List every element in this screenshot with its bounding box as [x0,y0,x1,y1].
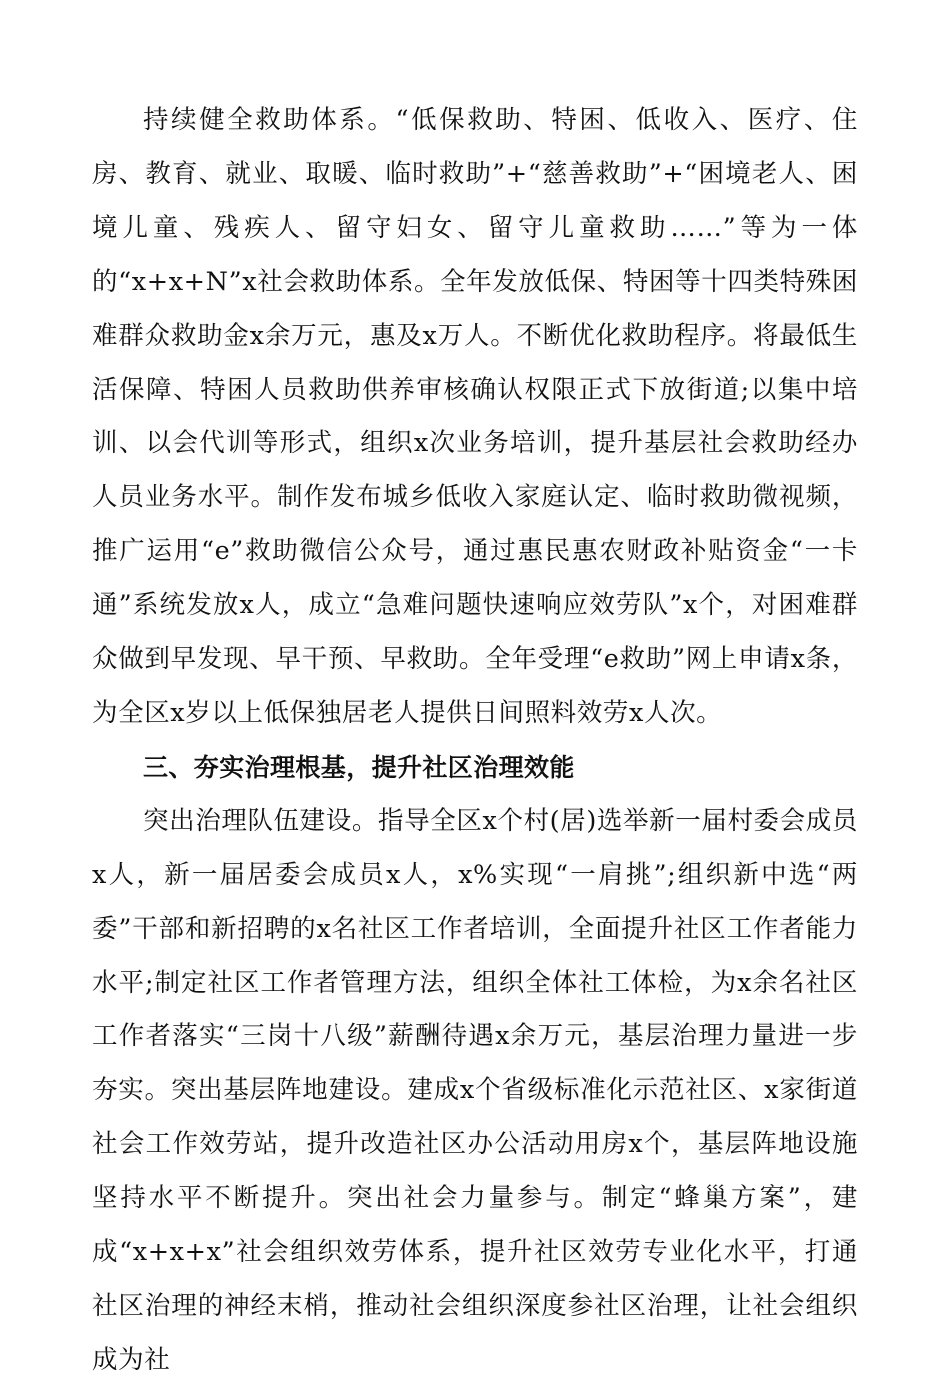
paragraph-governance-team: 突出治理队伍建设。指导全区x个村(居)选举新一届村委会成员x人，新一届居委会成员x人，x%实现“一肩挑”;组织新中选“两委”干部和新招聘的x名社区工作者培训，全面提升社区工作者能力水平;制定社区工作者管理方法，组织全体社工体检，为x余名社区工作者落实“三岗十八级”薪酬待遇x余万元，基层治理力量进一步夯实。突出基层阵地建设。建成x个省级标准化示范社区、x家街道社会工作效劳站，提升改造社区办公活动用房x个，基层阵地设施坚持水平不断提升。突出社会力量参与。制定“蜂巢方案”，建成“x+x+x”社会组织效劳体系，提升社区效劳专业化水平，打通社区治理的神经末梢，推动社会组织深度参社区治理，让社会组织成为社 [92,805,858,1375]
paragraph-relief-system: 持续健全救助体系。“低保救助、特困、低收入、医疗、住房、教育、就业、取暖、临时救助”+“慈善救助”+“困境老人、困境儿童、残疾人、留守妇女、留守儿童救助……”等为一体的“x+x+N”x社会救助体系。全年发放低保、特困等十四类特殊困难群众救助金x余万元，惠及x万人。不断优化救助程序。将最低生活保障、特困人员救助供养审核确认权限正式下放街道;以集中培训、以会代训等形式，组织x次业务培训，提升基层社会救助经办人员业务水平。制作发布城乡低收入家庭认定、临时救助微视频，推广运用“e”救助微信公众号，通过惠民惠农财政补贴资金“一卡通”系统发放x人，成立“急难问题快速响应效劳队”x个，对困难群众做到早发现、早干预、早救助。全年受理“e救助”网上申请x条，为全区x岁以上低保独居老人提供日间照料效劳x人次。 [92,105,858,728]
section-heading-community-governance: 三、夯实治理根基，提升社区治理效能 [143,752,575,782]
document-page [92,94,858,1388]
